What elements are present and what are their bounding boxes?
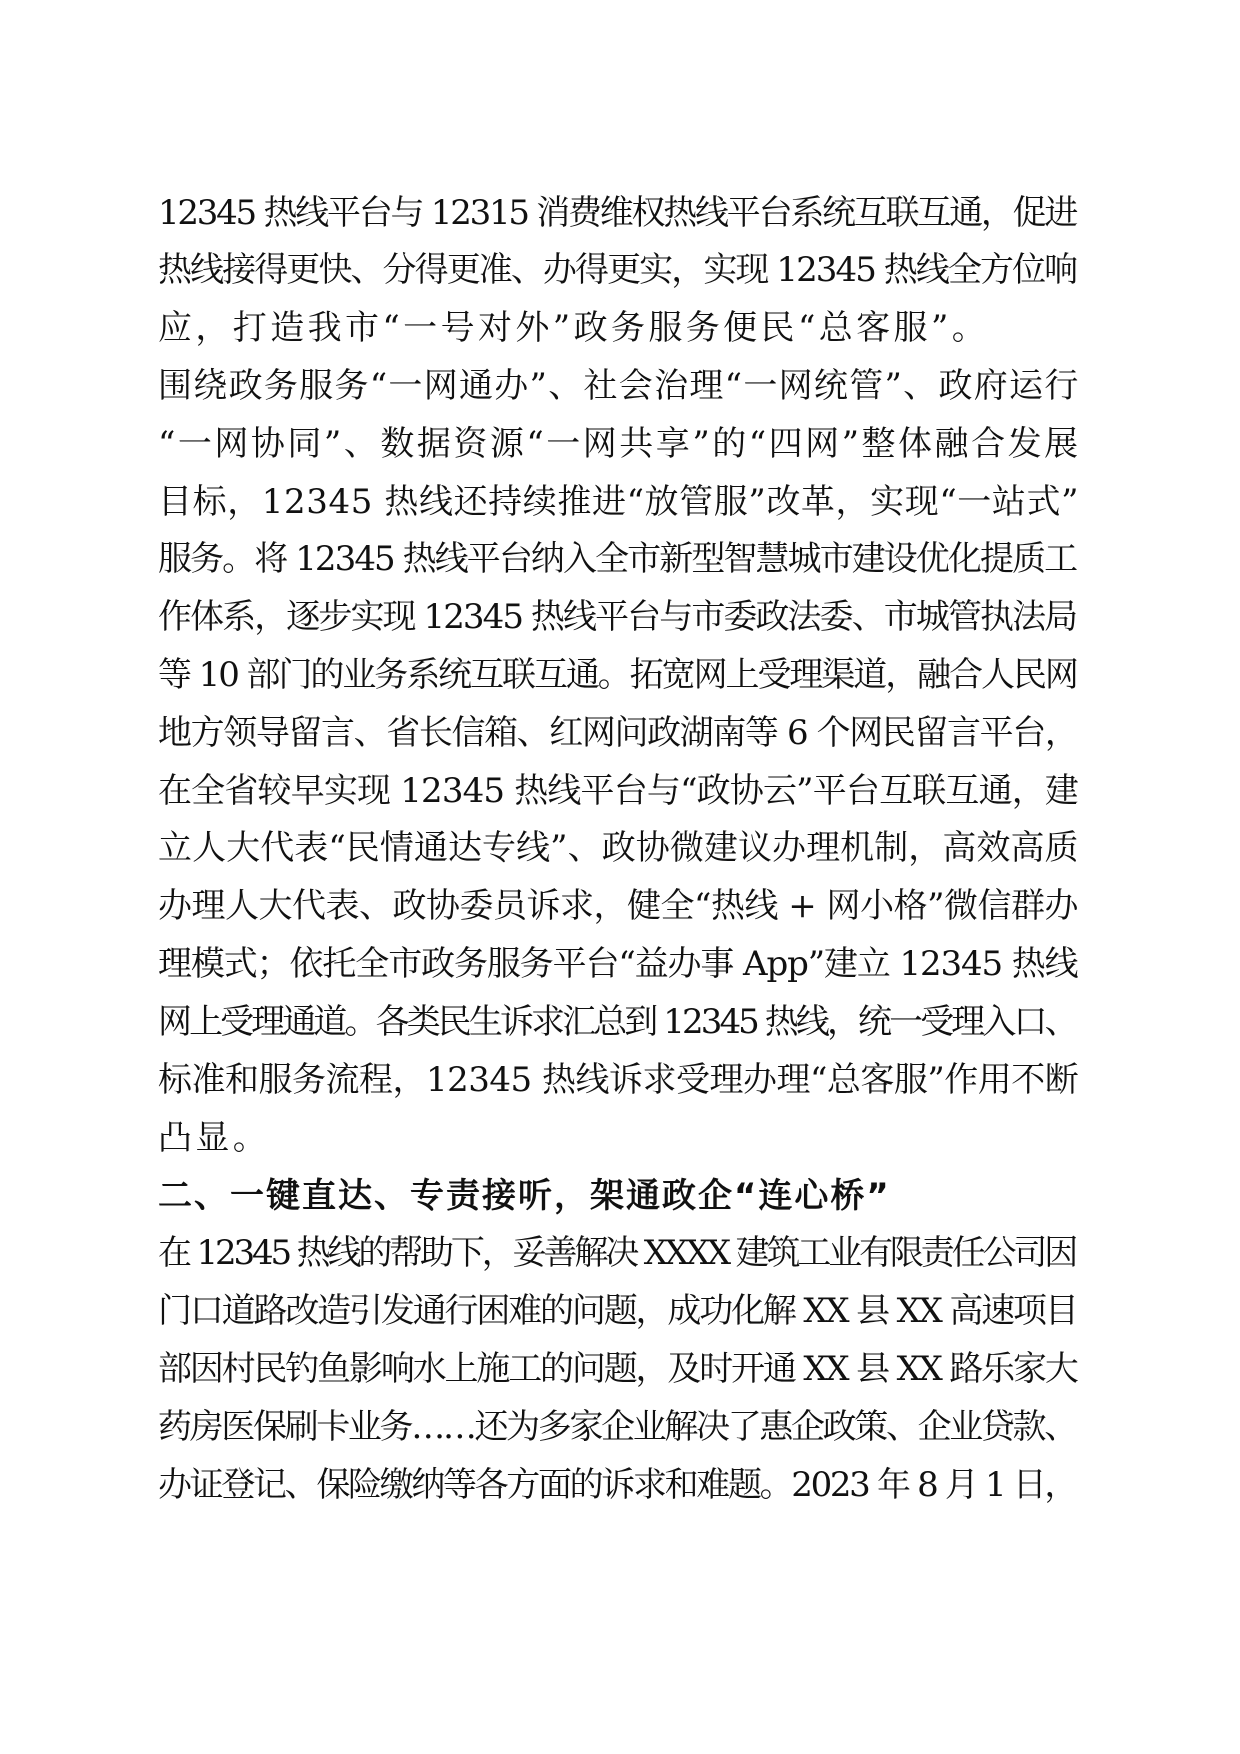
text-line: 网上受理通道。各类民生诉求汇总到 12345 热线，统一受理入口、 xyxy=(158,1002,1076,1042)
section-heading: 二、一键直达、专责接听，架通政企“连心桥” xyxy=(158,1176,891,1216)
text-line: 门口道路改造引发通行困难的问题，成功化解 XX 县 XX 高速项目 xyxy=(158,1291,1077,1331)
text-line: 服务。将 12345 热线平台纳入全市新型智慧城市建设优化提质工 xyxy=(158,539,1077,579)
text-line: 理模式；依托全市政务服务平台“益办事 App”建立 12345 热线 xyxy=(158,944,1078,984)
text-line: 在 12345 热线的帮助下，妥善解决 XXXX 建筑工业有限责任公司因 xyxy=(158,1233,1076,1273)
text-line: 办理人大代表、政协委员诉求，健全“热线 + 网小格”微信群办 xyxy=(158,886,1078,926)
text-line: 药房医保刷卡业务……还为多家企业解决了惠企政策、企业贷款、 xyxy=(158,1407,1076,1447)
text-line: 热线接得更快、分得更准、办得更实，实现 12345 热线全方位响 xyxy=(158,250,1077,290)
text-line: 12345 热线平台与 12315 消费维权热线平台系统互联互通，促进 xyxy=(158,193,1077,233)
text-line: 标准和服务流程，12345 热线诉求受理办理“总客服”作用不断 xyxy=(158,1060,1079,1100)
text-line: 部因村民钓鱼影响水上施工的问题，及时开通 XX 县 XX 路乐家大 xyxy=(158,1349,1077,1389)
text-line: 应，打造我市“一号对外”政务服务便民“总客服”。 xyxy=(158,308,990,348)
text-line: 等 10 部门的业务系统互联互通。拓宽网上受理渠道，融合人民网 xyxy=(158,655,1077,695)
text-line: 围绕政务服务“一网通办”、社会治理“一网统管”、政府运行 xyxy=(158,366,1080,406)
text-line: “一网协同”、数据资源“一网共享”的“四网”整体融合发展 xyxy=(158,424,1081,464)
text-line: 目标，12345 热线还持续推进“放管服”改革，实现“一站式” xyxy=(158,482,1080,522)
text-line: 立人大代表“民情通达专线”、政协微建议办理机制，高效高质 xyxy=(158,828,1079,868)
text-line: 地方领导留言、省长信箱、红网问政湖南等 6 个网民留言平台， xyxy=(158,713,1078,753)
text-line: 在全省较早实现 12345 热线平台与“政协云”平台互联互通，建 xyxy=(158,771,1079,811)
text-line: 作体系，逐步实现 12345 热线平台与市委政法委、市城管执法局 xyxy=(158,597,1077,637)
text-line: 办证登记、保险缴纳等各方面的诉求和难题。2023 年 8 月 1 日， xyxy=(158,1465,1077,1505)
text-line: 凸显。 xyxy=(158,1118,271,1158)
